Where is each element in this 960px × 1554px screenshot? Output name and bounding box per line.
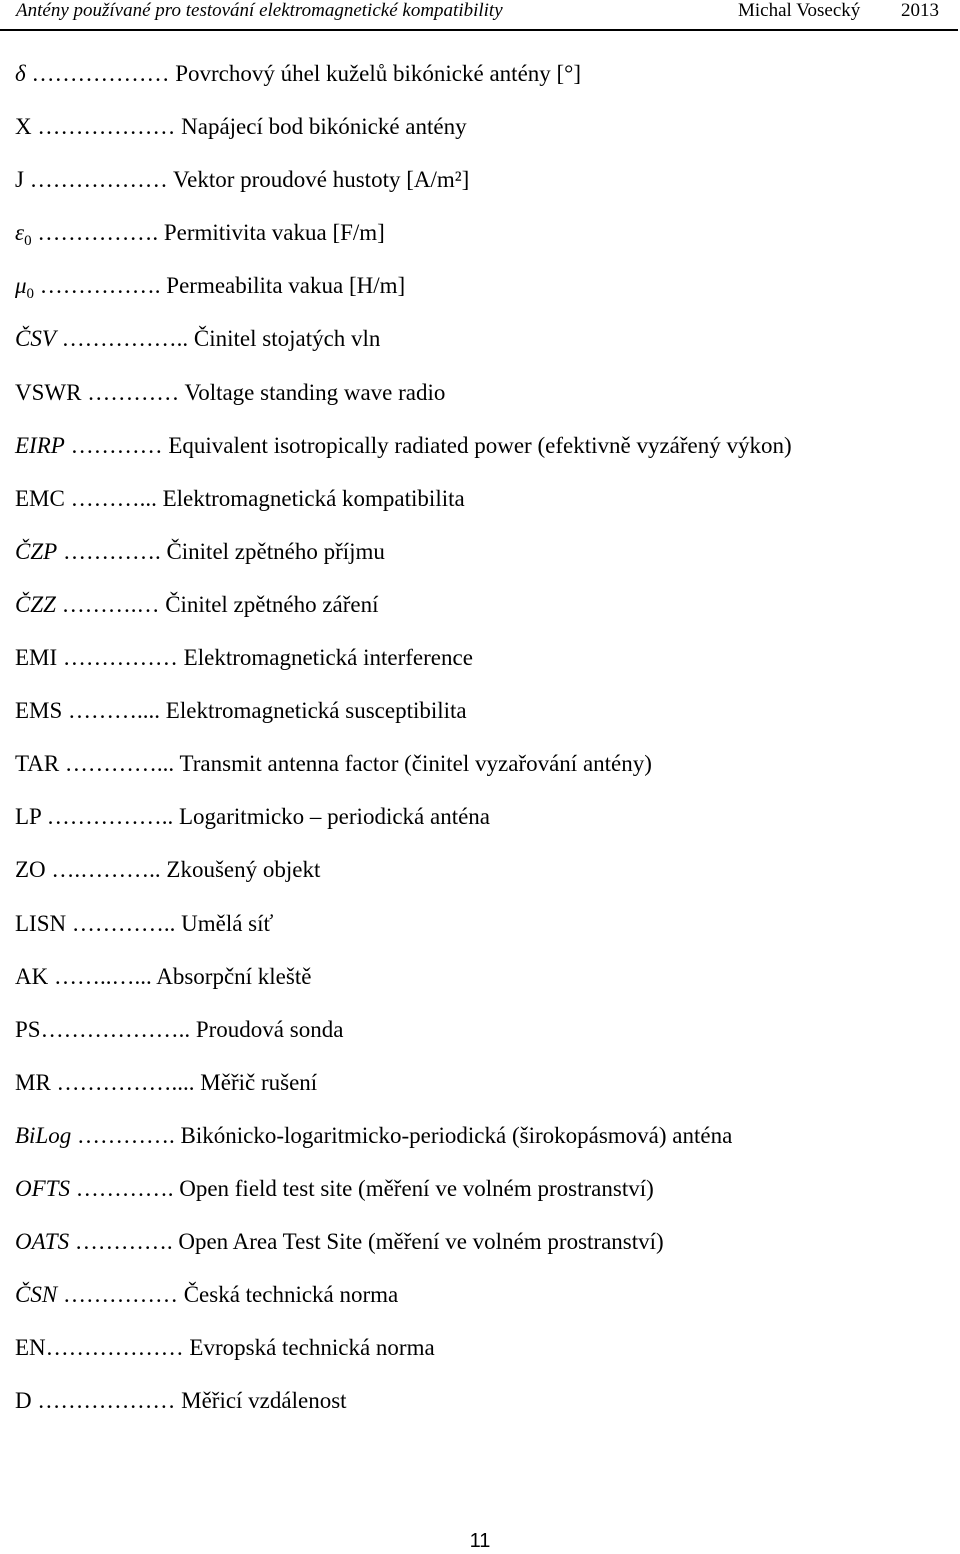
abbreviation-entry bbox=[15, 270, 945, 323]
abbreviation-list bbox=[15, 58, 945, 1438]
abbreviation-description: Permeabilita vakua [H/m] bbox=[166, 273, 406, 299]
leader-dots: ……………… bbox=[25, 61, 176, 86]
abbreviation-entry bbox=[15, 854, 945, 907]
abbreviation-term: OFTS bbox=[15, 1175, 70, 1201]
page-header bbox=[0, 0, 958, 31]
abbreviation-term: ČZZ bbox=[15, 591, 56, 617]
leader-dots: ……………… bbox=[45, 1335, 190, 1361]
abbreviation-term: MR bbox=[15, 1069, 51, 1095]
abbreviation-description: Transmit antenna factor (činitel vyzařování antény) bbox=[179, 751, 652, 777]
abbreviation-term: δ bbox=[15, 61, 26, 86]
abbreviation-term: EIRP bbox=[15, 432, 65, 458]
abbreviation-entry bbox=[15, 1067, 945, 1120]
leader-dots: …………… bbox=[57, 645, 184, 671]
abbreviation-entry bbox=[15, 1120, 945, 1173]
abbreviation-term: VSWR bbox=[15, 379, 82, 405]
abbreviation-entry bbox=[15, 430, 945, 483]
abbreviation-term: ČSV bbox=[15, 326, 56, 352]
leader-dots: ………… bbox=[64, 432, 169, 458]
leader-dots: ……………….. bbox=[40, 1016, 196, 1042]
abbreviation-description: Absorpční kleště bbox=[156, 963, 312, 989]
abbreviation-description: Měřič rušení bbox=[200, 1069, 318, 1095]
abbreviation-entry bbox=[15, 483, 945, 536]
page-number: 11 bbox=[469, 1530, 491, 1552]
abbreviation-entry bbox=[15, 111, 945, 164]
leader-dots: …………. bbox=[57, 538, 167, 564]
abbreviation-description: Logaritmicko – periodická anténa bbox=[179, 804, 491, 830]
abbreviation-term: ČZP bbox=[15, 538, 58, 564]
leader-dots: …………… bbox=[57, 1282, 184, 1308]
leader-dots: ………... bbox=[64, 485, 163, 511]
abbreviation-term: OATS bbox=[15, 1229, 70, 1255]
header-rule bbox=[0, 29, 958, 31]
abbreviation-entry bbox=[15, 908, 945, 961]
abbreviation-description: Proudová sonda bbox=[195, 1016, 344, 1042]
abbreviation-entry bbox=[15, 1014, 945, 1067]
leader-dots: …………... bbox=[59, 751, 180, 777]
leader-dots: ……………… bbox=[31, 1388, 182, 1414]
abbreviation-description: Open field test site (měření ve volném prostranství) bbox=[179, 1175, 654, 1201]
abbreviation-term: μ bbox=[15, 273, 27, 299]
abbreviation-term: LISN bbox=[15, 910, 67, 936]
abbreviation-description: Činitel stojatých vln bbox=[193, 326, 381, 352]
abbreviation-entry bbox=[15, 695, 945, 748]
abbreviation-description: Umělá síť bbox=[181, 910, 274, 936]
abbreviation-description: Povrchový úhel kuželů bikónické antény [°] bbox=[175, 61, 582, 86]
abbreviation-description: Činitel zpětného záření bbox=[165, 591, 379, 617]
abbreviation-description: Evropská technická norma bbox=[189, 1335, 435, 1361]
abbreviation-entry bbox=[15, 1279, 945, 1332]
abbreviation-term: X bbox=[15, 114, 32, 140]
leader-dots: …………. bbox=[69, 1175, 180, 1201]
document-year: 2013 bbox=[901, 0, 939, 21]
abbreviation-entry bbox=[15, 1332, 945, 1385]
abbreviation-description: Equivalent isotropically radiated power (efektivně vyzářený výkon) bbox=[168, 432, 792, 458]
leader-dots: ……………… bbox=[31, 114, 182, 140]
abbreviation-term: BiLog bbox=[15, 1122, 72, 1148]
abbreviation-term: EN bbox=[15, 1335, 46, 1361]
abbreviation-entry bbox=[15, 1173, 945, 1226]
abbreviation-description: Měřicí vzdálenost bbox=[181, 1388, 347, 1414]
abbreviation-entry bbox=[15, 961, 945, 1014]
abbreviation-description: Zkoušený objekt bbox=[166, 857, 321, 883]
abbreviation-description: Bikónicko-logaritmicko-periodická (širokopásmová) anténa bbox=[180, 1122, 733, 1148]
abbreviation-term: ČSN bbox=[15, 1282, 58, 1308]
abbreviation-description: Permitivita vakua [F/m] bbox=[163, 220, 385, 246]
leader-dots: ….……….. bbox=[45, 857, 167, 883]
leader-dots: …………. bbox=[69, 1229, 179, 1255]
abbreviation-description: Činitel zpětného příjmu bbox=[166, 538, 385, 564]
abbreviation-entry bbox=[15, 536, 945, 589]
abbreviation-entry bbox=[15, 1385, 945, 1438]
abbreviation-entry bbox=[15, 377, 945, 430]
leader-dots: ……..…... bbox=[48, 963, 157, 989]
abbreviation-description: Česká technická norma bbox=[183, 1282, 399, 1308]
abbreviation-entry bbox=[15, 589, 945, 642]
abbreviation-description: Vektor proudové hustoty [A/m²] bbox=[173, 167, 470, 193]
abbreviation-term: TAR bbox=[15, 751, 60, 777]
leader-dots: ……….… bbox=[55, 591, 166, 617]
abbreviation-description: Elektromagnetická kompatibilita bbox=[162, 485, 465, 511]
leader-dots: ……………… bbox=[23, 167, 174, 193]
abbreviation-term: ε bbox=[15, 220, 25, 246]
abbreviation-term: EMS bbox=[15, 698, 63, 724]
leader-dots: …………. bbox=[71, 1122, 181, 1148]
abbreviation-description: Elektromagnetická interference bbox=[183, 645, 473, 671]
abbreviation-entry bbox=[15, 801, 945, 854]
abbreviation-entry bbox=[15, 164, 945, 217]
document-title: Antény používané pro testování elektromagnetické kompatibility bbox=[16, 0, 503, 21]
abbreviation-term: D bbox=[15, 1388, 32, 1414]
abbreviation-description: Open Area Test Site (měření ve volném prostranství) bbox=[178, 1229, 664, 1255]
abbreviation-term: EMI bbox=[15, 645, 58, 671]
abbreviation-description: Napájecí bod bikónické antény bbox=[181, 114, 467, 140]
abbreviation-subscript: 0 bbox=[26, 286, 35, 303]
abbreviation-description: Voltage standing wave radio bbox=[184, 379, 446, 405]
leader-dots: …………….. bbox=[55, 326, 194, 352]
abbreviation-description: Elektromagnetická susceptibilita bbox=[165, 698, 467, 724]
abbreviation-term: ZO bbox=[15, 857, 46, 883]
abbreviation-entry bbox=[15, 58, 945, 111]
abbreviation-entry bbox=[15, 748, 945, 801]
leader-dots: ……….... bbox=[62, 698, 166, 724]
leader-dots: …………….... bbox=[50, 1069, 201, 1095]
abbreviation-entry bbox=[15, 1226, 945, 1279]
abbreviation-entry bbox=[15, 217, 945, 270]
abbreviation-subscript: 0 bbox=[24, 233, 32, 250]
leader-dots: …………….. bbox=[41, 804, 179, 830]
author-name: Michal Vosecký bbox=[738, 0, 861, 21]
abbreviation-term: AK bbox=[15, 963, 49, 989]
abbreviation-term: J bbox=[15, 167, 24, 193]
leader-dots: ………… bbox=[81, 379, 185, 405]
leader-dots: ……………. bbox=[34, 273, 167, 299]
leader-dots: ……………. bbox=[31, 220, 164, 246]
abbreviation-entry bbox=[15, 642, 945, 695]
leader-dots: ………….. bbox=[66, 910, 182, 936]
abbreviation-term: EMC bbox=[15, 485, 65, 511]
abbreviation-term: PS bbox=[15, 1016, 41, 1042]
abbreviation-term: LP bbox=[15, 804, 41, 830]
abbreviation-entry bbox=[15, 323, 945, 376]
